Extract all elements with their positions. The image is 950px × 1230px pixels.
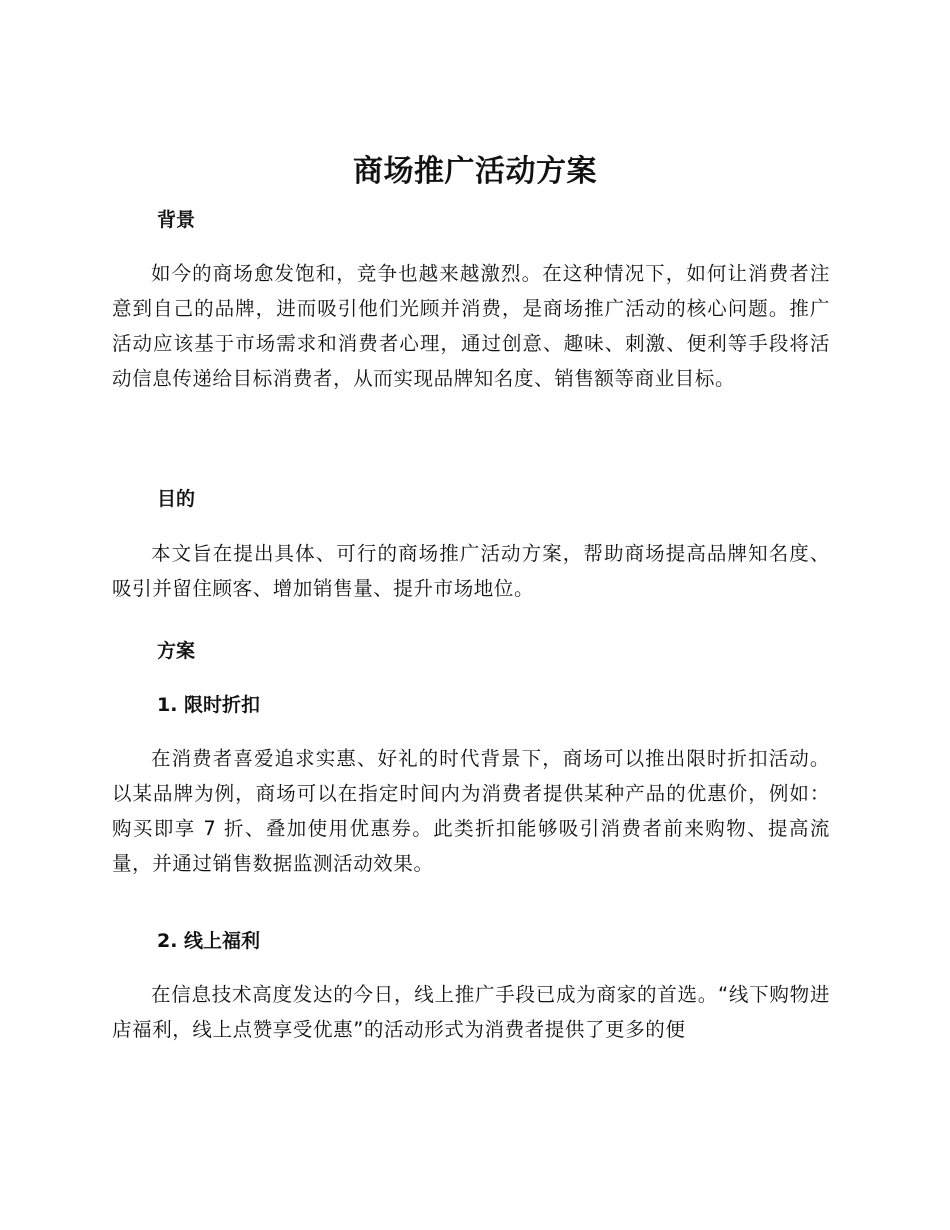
paragraph-item1: 在消费者喜爱追求实惠、好礼的时代背景下，商场可以推出限时折扣活动。以某品牌为例，商场可以在指定时间内为消费者提供某种产品的优惠价，例如：购买即享 7 折、叠加使用优惠券。此类折扣能够吸引消费者前来购物、提高流量，并通过销售数据监测活动效果。 <box>112 747 830 875</box>
paragraph-background: 如今的商场愈发饱和，竞争也越来越激烈。在这种情况下，如何让消费者注意到自己的品牌，进而吸引他们光顾并消费，是商场推广活动的核心问题。推广活动应该基于市场需求和消费者心理，通过创意、趣味、刺激、便利等手段将活动信息传递给目标消费者，从而实现品牌知名度、销售额等商业目标。 <box>112 262 830 390</box>
document-title: 商场推广活动方案 <box>353 154 597 189</box>
section-heading-background: 背景 <box>157 209 196 231</box>
paragraph-purpose: 本文旨在提出具体、可行的商场推广活动方案，帮助商场提高品牌知名度、吸引并留住顾客、增加销售量、提升市场地位。 <box>112 542 830 600</box>
section-heading-purpose: 目的 <box>157 488 196 510</box>
section-heading-plan: 方案 <box>157 640 196 662</box>
section-heading-item1: 1. 限时折扣 <box>157 694 261 716</box>
paragraph-item2: 在信息技术高度发达的今日，线上推广手段已成为商家的首选。“线下购物进店福利，线上点赞享受优惠”的活动形式为消费者提供了更多的便 <box>112 983 830 1041</box>
section-heading-item2: 2. 线上福利 <box>157 930 261 952</box>
